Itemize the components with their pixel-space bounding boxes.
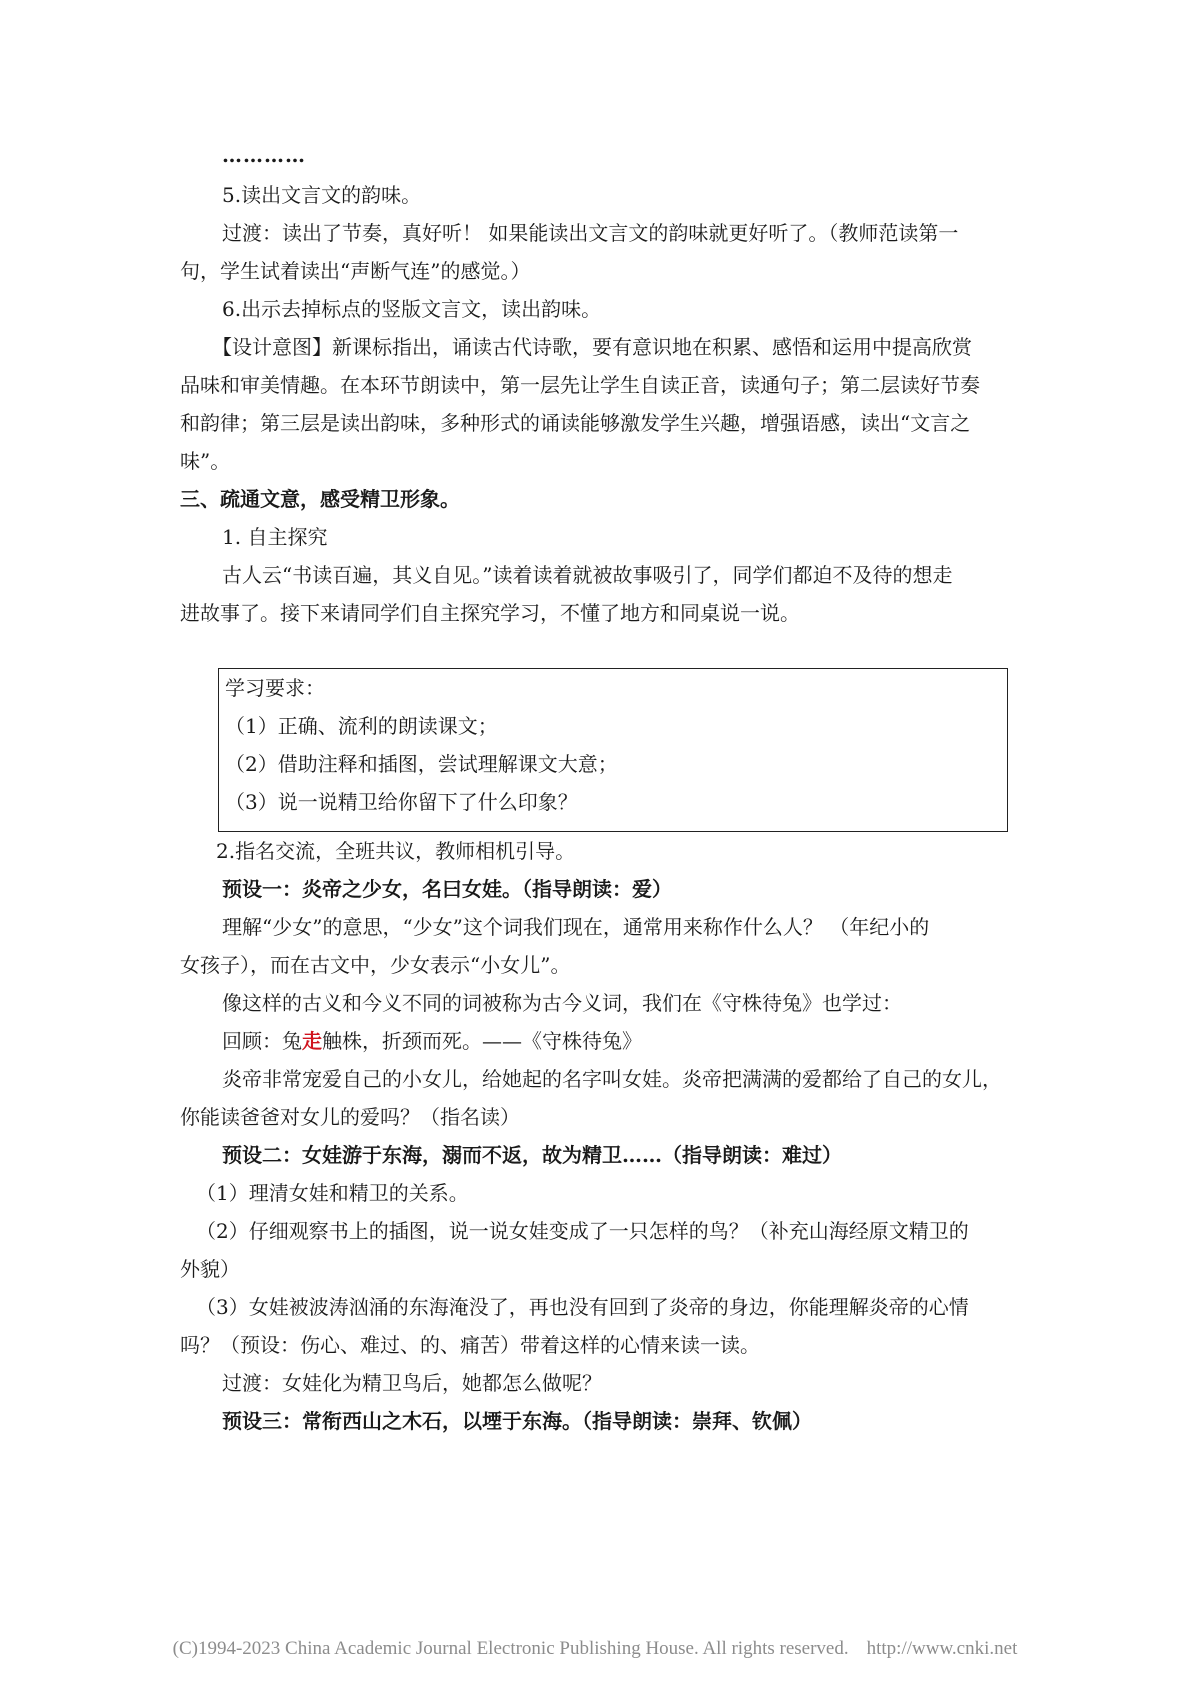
preset2-item-2-line-a: （2）仔细观察书上的插图，说一说女娃变成了一只怎样的鸟？（补充山海经原文精卫的	[196, 1219, 969, 1243]
highlighted-word: 走	[302, 1029, 322, 1053]
footer-url-link[interactable]: http://www.cnki.net	[866, 1638, 1018, 1659]
review-suffix: 触株，折颈而死。——《守株待兔》	[322, 1029, 642, 1053]
substep1-heading: 1. 自主探究	[222, 525, 328, 549]
copyright-text: (C)1994-2023 China Academic Journal Electronic Publishing House. All rights reserved.	[172, 1638, 849, 1659]
requirement-item: （1）正确、流利的朗读课文；	[225, 714, 498, 738]
design-intent-line-a: 【设计意图】新课标指出，诵读古代诗歌，要有意识地在积累、感悟和运用中提高欣赏	[212, 335, 972, 359]
yandi-line-b: 你能读爸爸对女儿的爱吗？（指名读）	[180, 1105, 520, 1129]
requirement-item: （3）说一说精卫给你留下了什么印象？	[225, 790, 578, 814]
copyright-footer	[0, 1638, 1190, 1660]
understand-line-b: 女孩子），而在古文中，少女表示“小女儿”。	[180, 953, 571, 977]
ancient-saying-line-a: 古人云“书读百遍，其义自见。”读着读着就被故事吸引了，同学们都迫不及待的想走	[222, 563, 953, 587]
preset3-heading: 预设三：常衔西山之木石，以堙于东海。（指导朗读：崇拜、钦佩）	[222, 1409, 812, 1433]
transition1-line-b: 句，学生试着读出“声断气连”的感觉。）	[180, 259, 531, 283]
ancient-saying-line-b: 进故事了。接下来请同学们自主探究学习，不懂了地方和同桌说一说。	[180, 601, 800, 625]
preset2-item-3-line-b: 吗？（预设：伤心、难过、的、痛苦）带着这样的心情来读一读。	[180, 1333, 760, 1357]
preset2-item-3-line-a: （3）女娃被波涛汹涌的东海淹没了，再也没有回到了炎帝的身边，你能理解炎帝的心情	[196, 1295, 969, 1319]
understand-line-a: 理解“少女”的意思，“少女”这个词我们现在，通常用来称作什么人？ （年纪小的	[222, 915, 930, 939]
design-intent-line-d: 味”。	[180, 449, 231, 473]
learning-requirements-box	[218, 668, 1008, 832]
review-prefix: 回顾：兔	[222, 1029, 302, 1053]
step6-heading: 6.出示去掉标点的竖版文言文，读出韵味。	[222, 297, 602, 321]
section3-heading: 三、疏通文意，感受精卫形象。	[180, 487, 460, 511]
preset1-heading: 预设一：炎帝之少女，名曰女娃。（指导朗读：爱）	[222, 877, 672, 901]
preset2-item-2-line-b: 外貌）	[180, 1257, 240, 1281]
step5-heading: 5.读出文言文的韵味。	[222, 183, 422, 207]
transition2-line: 过渡：女娃化为精卫鸟后，她都怎么做呢？	[222, 1371, 602, 1395]
ellipsis-line: …………	[222, 143, 306, 167]
substep2-heading: 2.指名交流，全班共议，教师相机引导。	[216, 839, 576, 863]
transition1-line-a: 过渡：读出了节奏，真好听！ 如果能读出文言文的韵味就更好听了。（教师范读第一	[222, 221, 959, 245]
ancient-modern-words-line: 像这样的古义和今义不同的词被称为古今义词，我们在《守株待兔》也学过：	[222, 991, 902, 1015]
yandi-line-a: 炎帝非常宠爱自己的小女儿，给她起的名字叫女娃。炎帝把满满的爱都给了自己的女儿，	[222, 1067, 1002, 1091]
design-intent-line-c: 和韵律；第三层是读出韵味，多种形式的诵读能够激发学生兴趣，增强语感，读出“文言之	[180, 411, 971, 435]
preset2-heading: 预设二：女娃游于东海，溺而不返，故为精卫……（指导朗读：难过）	[222, 1143, 842, 1167]
design-intent-line-b: 品味和审美情趣。在本环节朗读中，第一层先让学生自读正音，读通句子；第二层读好节奏	[180, 373, 980, 397]
requirement-item: （2）借助注释和插图，尝试理解课文大意；	[225, 752, 618, 776]
preset2-item-1: （1）理清女娃和精卫的关系。	[196, 1181, 469, 1205]
requirements-title: 学习要求：	[225, 676, 325, 700]
review-line	[222, 1028, 1062, 1054]
